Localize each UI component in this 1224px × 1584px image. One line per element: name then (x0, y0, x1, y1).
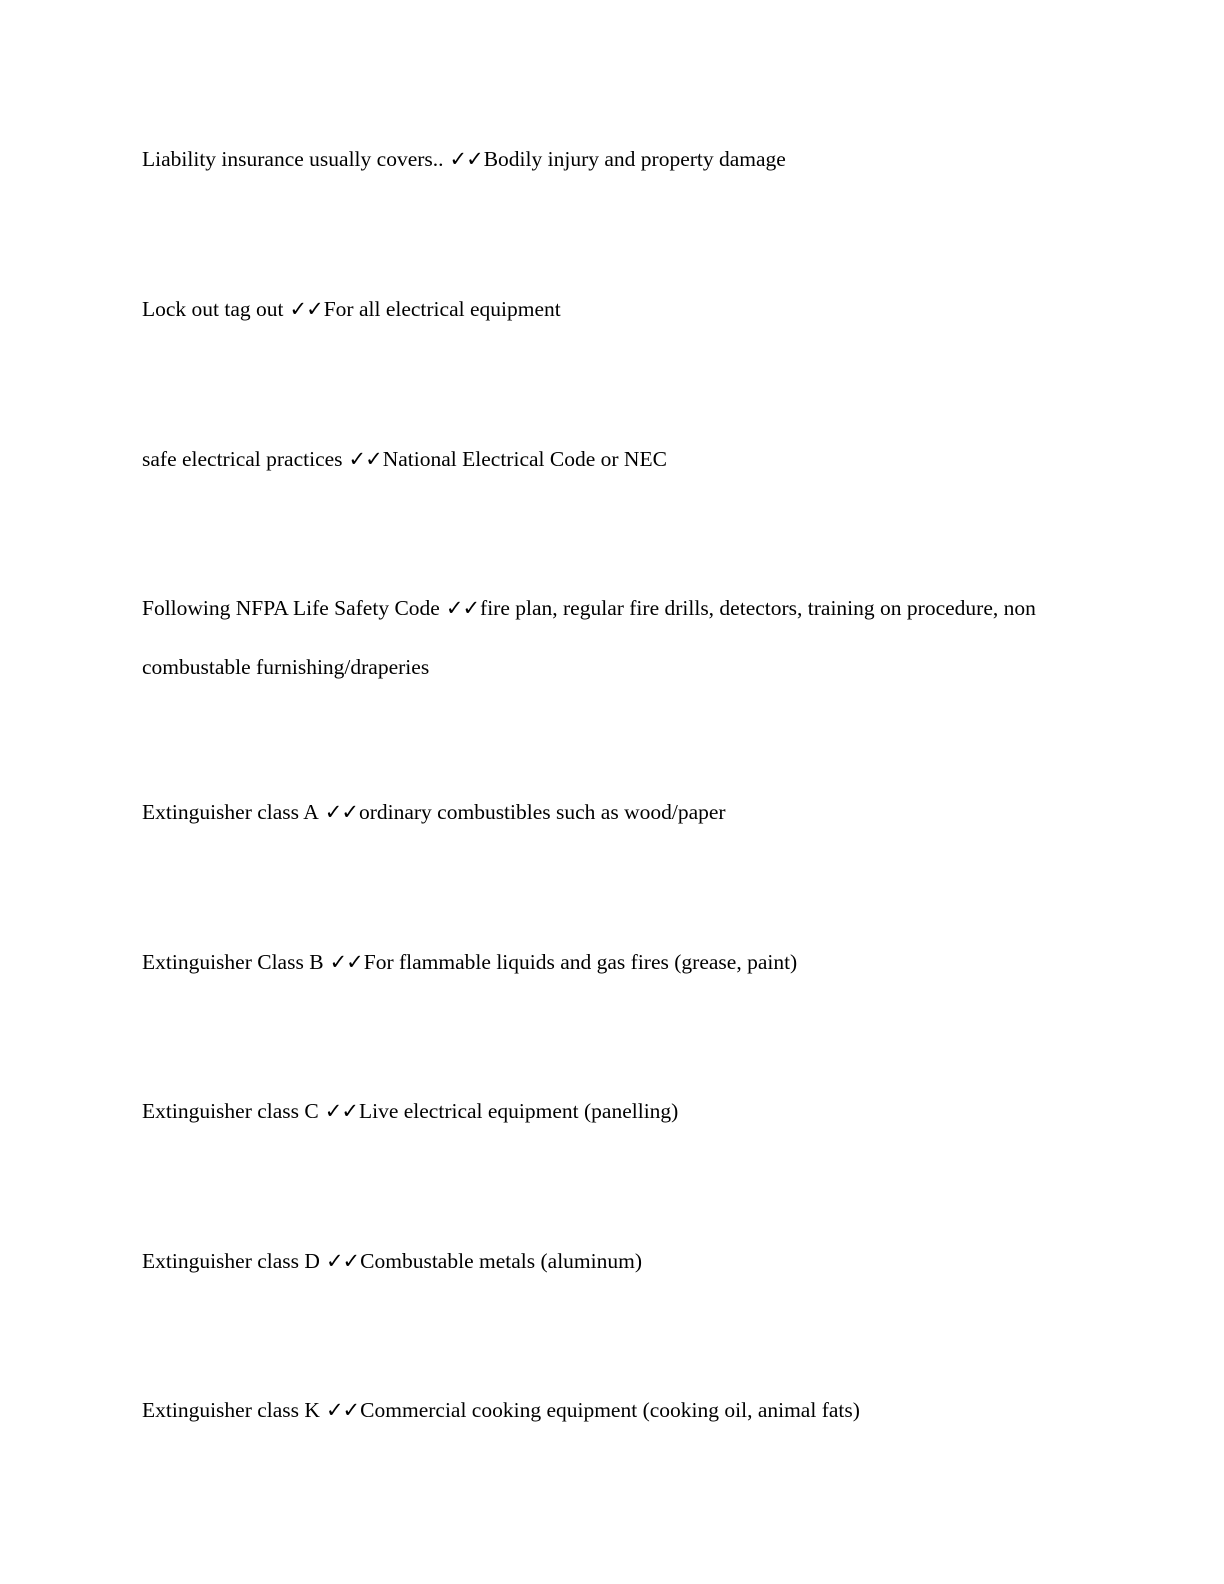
double-check-icon: ✓✓ (348, 447, 382, 471)
answer-text: Combustable metals (aluminum) (360, 1249, 642, 1273)
answer-text: fire plan, regular fire drills, detectors, training on procedure, non combustable furnishing/draperies (142, 596, 1036, 679)
qa-item (142, 783, 1042, 842)
double-check-icon: ✓✓ (449, 147, 483, 171)
qa-item (142, 579, 1042, 697)
double-check-icon: ✓✓ (325, 1249, 360, 1273)
answer-text: Commercial cooking equipment (cooking oil, animal fats) (360, 1398, 860, 1422)
answer-text: National Electrical Code or NEC (382, 447, 667, 471)
answer-text: ordinary combustibles such as wood/paper (358, 800, 726, 824)
double-check-icon: ✓✓ (324, 800, 358, 824)
question-text: Lock out tag out (142, 297, 284, 321)
double-check-icon: ✓✓ (329, 950, 363, 974)
double-check-icon: ✓✓ (289, 297, 323, 321)
answer-text: For flammable liquids and gas fires (grease, paint) (363, 950, 798, 974)
qa-item (142, 933, 1042, 992)
question-text: Extinguisher class A (142, 800, 319, 824)
qa-item (142, 1381, 1042, 1440)
double-check-icon: ✓✓ (325, 1398, 360, 1422)
answer-text: Live electrical equipment (panelling) (358, 1099, 679, 1123)
question-text: Extinguisher class D (142, 1249, 320, 1273)
question-text: Extinguisher Class B (142, 950, 324, 974)
qa-item (142, 280, 1042, 339)
double-check-icon: ✓✓ (445, 596, 480, 620)
qa-item (142, 1232, 1042, 1291)
qa-item (142, 130, 1042, 189)
answer-text: For all electrical equipment (323, 297, 561, 321)
qa-item (142, 1082, 1042, 1141)
question-text: Extinguisher class C (142, 1099, 319, 1123)
question-text: Following NFPA Life Safety Code (142, 596, 440, 620)
answer-text: Bodily injury and property damage (483, 147, 786, 171)
question-text: Liability insurance usually covers.. (142, 147, 444, 171)
question-text: safe electrical practices (142, 447, 343, 471)
qa-item (142, 430, 1042, 489)
double-check-icon: ✓✓ (324, 1099, 358, 1123)
question-text: Extinguisher class K (142, 1398, 320, 1422)
